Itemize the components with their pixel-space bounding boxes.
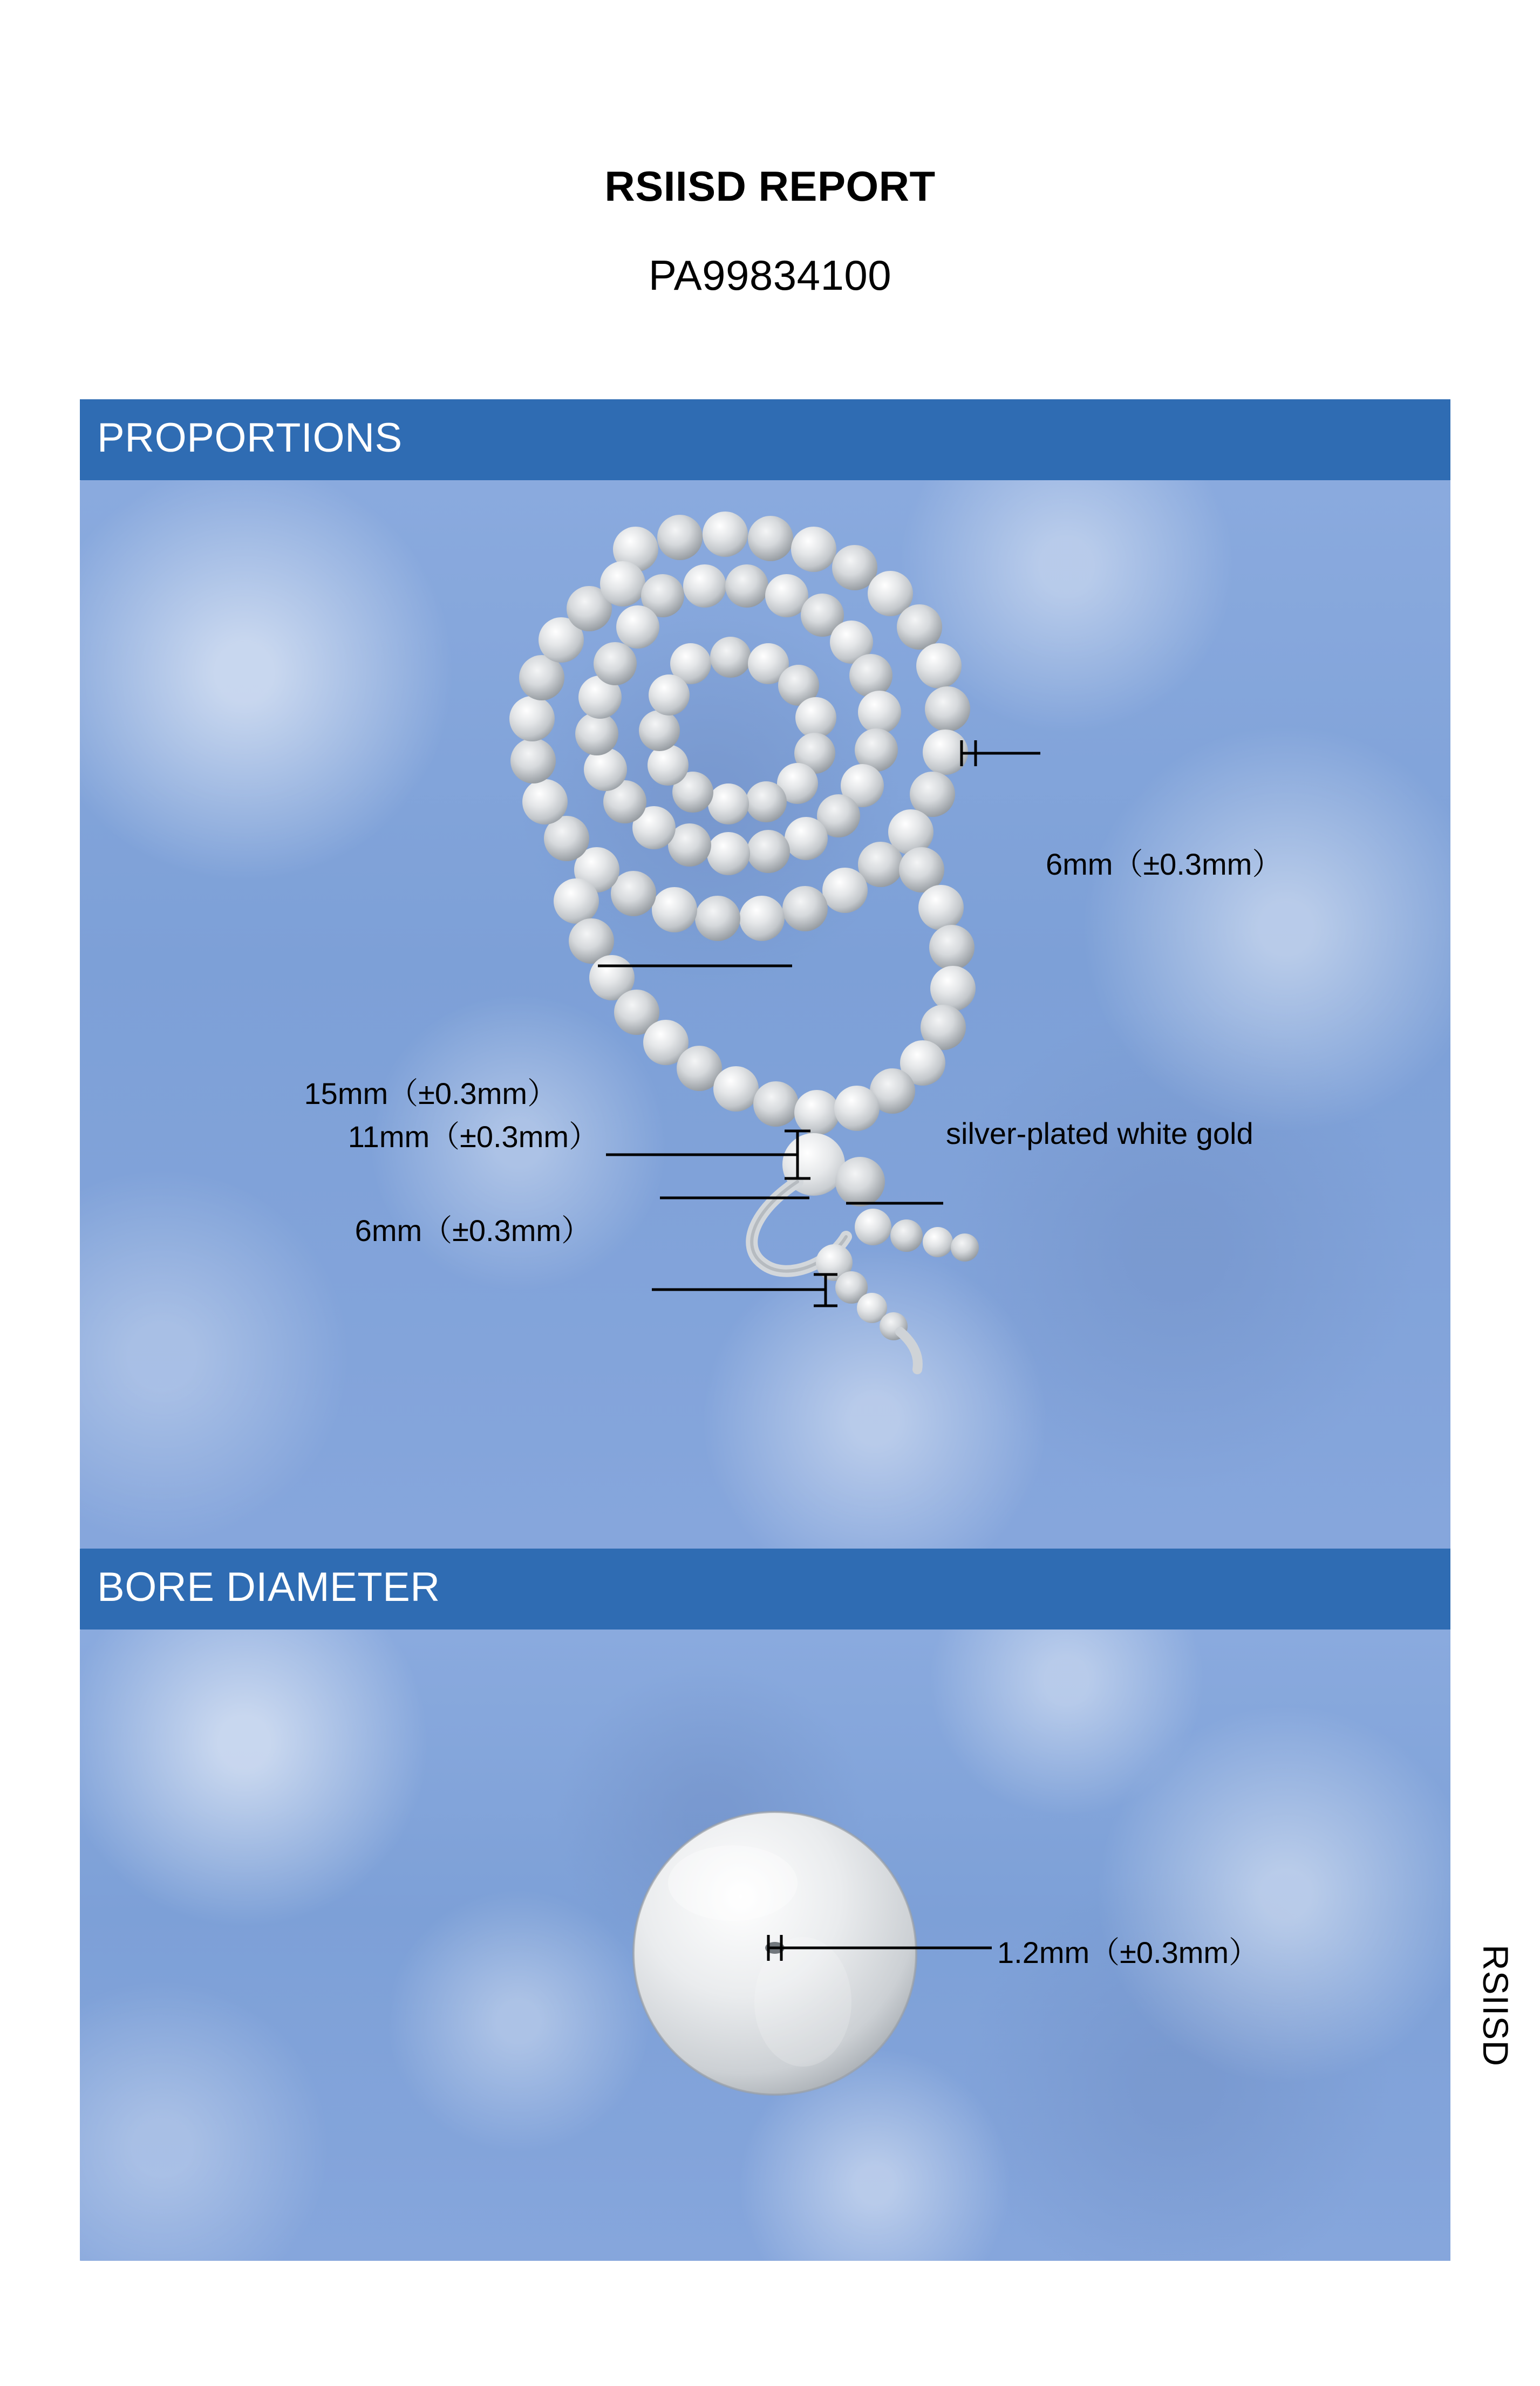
callout-material: silver-plated white gold: [946, 1116, 1253, 1150]
report-number: PA99834100: [648, 251, 892, 299]
page-title: RSIISD REPORT: [604, 162, 936, 210]
callout-clasp-size: 6mm（±0.3mm）: [355, 1214, 591, 1247]
callout-pendant-width: 11mm（±0.3mm）: [347, 1120, 599, 1154]
proportions-section-title: PROPORTIONS: [97, 415, 403, 461]
proportions-section-header: [80, 399, 1450, 480]
bead-strand-coil: [509, 512, 976, 1135]
callout-bore-size: 1.2mm（±0.3mm）: [997, 1935, 1259, 1969]
pendant-and-clasp: [752, 1133, 979, 1369]
bore-diameter-section-title: BORE DIAMETER: [97, 1564, 440, 1610]
callout-pendant-length: 15mm（±0.3mm）: [304, 1076, 557, 1110]
bore-diameter-section: [80, 1549, 1450, 2261]
proportions-section: [80, 399, 1450, 1549]
proportions-section-body: [80, 480, 1450, 1549]
side-watermark: RSIISD: [1476, 1944, 1516, 2067]
bore-diameter-section-header: [80, 1549, 1450, 1630]
bore-diameter-section-body: [80, 1630, 1450, 2261]
report-header: [0, 0, 1540, 300]
callout-bead-diameter: 6mm（±0.3mm）: [1046, 847, 1283, 881]
necklace-illustration: [80, 480, 1450, 1549]
